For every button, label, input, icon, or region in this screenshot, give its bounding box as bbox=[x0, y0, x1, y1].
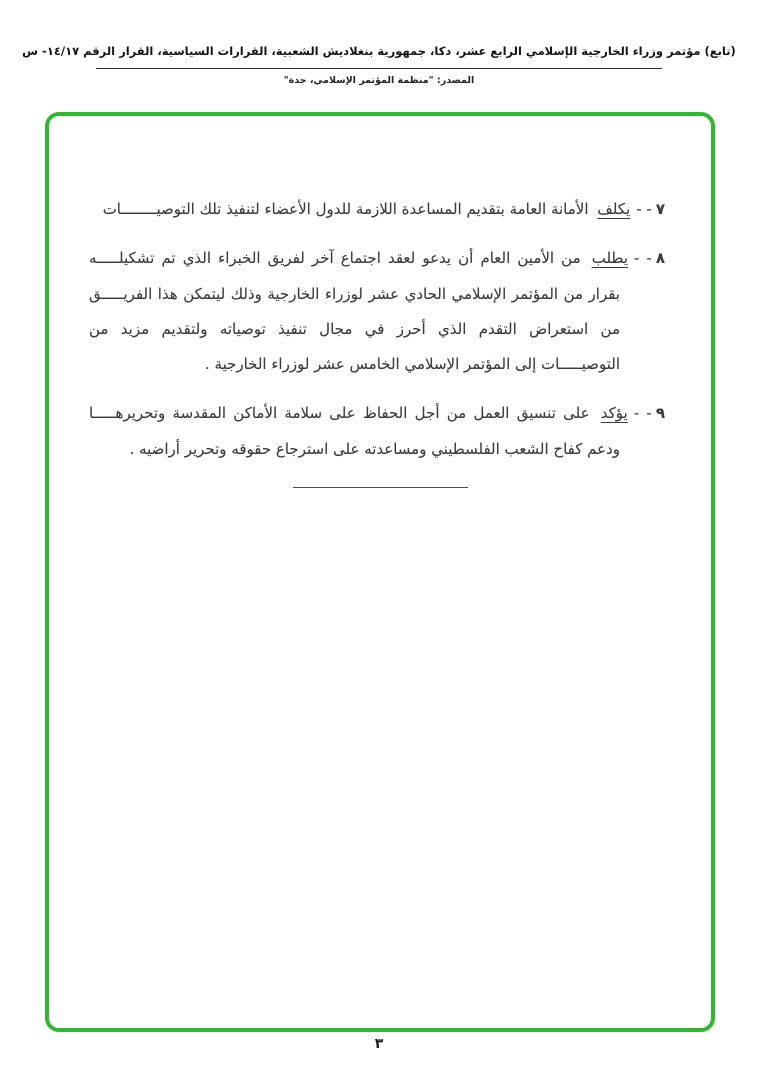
resolution-item-7 bbox=[89, 192, 665, 227]
item-text: الأمانة العامة بتقديم المساعدة اللازمة للدول الأعضاء لتنفيذ تلك التوصيــــــــات bbox=[102, 200, 589, 218]
resolution-item-8 bbox=[89, 241, 665, 382]
item-number: ٨ bbox=[655, 249, 665, 268]
item-number: ٩ bbox=[655, 404, 665, 423]
item-separator: - - bbox=[633, 249, 652, 268]
content-frame bbox=[45, 112, 715, 1032]
resolution-item-9 bbox=[89, 396, 665, 467]
header-source: المصدر: "منظمة المؤتمر الإسلامي، جدة" bbox=[283, 75, 475, 86]
scan-body bbox=[89, 192, 665, 488]
item-separator: - - bbox=[633, 404, 652, 423]
item-verb: يؤكد bbox=[600, 404, 628, 423]
page-number: ٣ bbox=[374, 1036, 384, 1052]
item-verb: يكلف bbox=[597, 200, 631, 218]
header-divider bbox=[96, 68, 662, 69]
item-verb: يطلب bbox=[591, 249, 628, 268]
end-of-text-divider bbox=[293, 487, 468, 488]
item-text: على تنسيق العمل من أجل الحفاظ على سلامة الأماكن المقدسة وتحريرهـــــا ودعم كفاح الشعب الفلسطيني ومساعدته على استرجاع حقوقه وتحرير أراضيه . bbox=[89, 404, 620, 458]
item-text: من الأمين العام أن يدعو لعقد اجتماع آخر لفريق الخبراء الذي تم تشكيلـــــه بقرار من المؤتمر الإسلامي الحادي عشر لوزراء الخارجية وذلك ليتمكن هذا الفريـــــق من استعراض التقدم الذي أحرز في مجال تنفيذ توصياته ولتقديم مزيد من التوصيـــــات إلى المؤتمر الإسلامي الخامس عشر لوزراء الخارجية . bbox=[89, 249, 620, 373]
header-title: (تابع) مؤتمر وزراء الخارجية الإسلامي الرابع عشر، دكا، جمهورية بنغلاديش الشعبية، القرارات السياسية، القرار الرقم ١٤/١٧- س bbox=[22, 44, 736, 58]
item-number: ٧ bbox=[655, 200, 665, 218]
item-separator: - - bbox=[636, 200, 652, 218]
